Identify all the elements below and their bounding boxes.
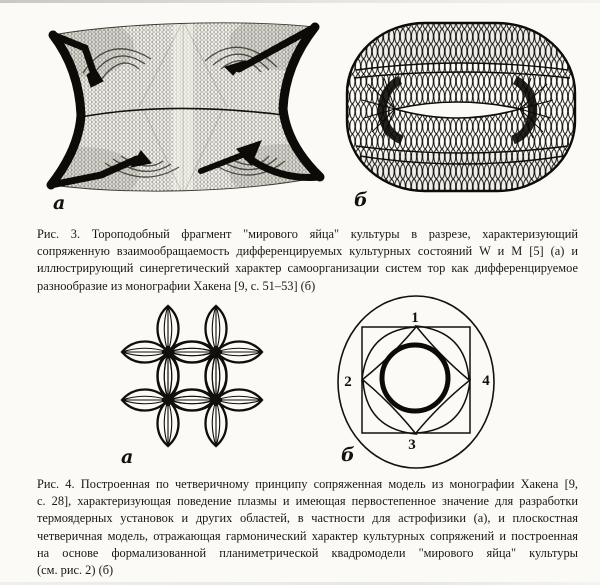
figure3-panel-b-label: б: [354, 189, 368, 211]
figure4-caption: [37, 476, 578, 579]
quadrant-number-right: 4: [482, 373, 490, 389]
caption-line: термоядерных установок и других областей, в частности для астрофизики (а), и плоскостная: [37, 511, 578, 526]
caption-line: сопряженную взаимообращаемость дифференцируемых культурных состояний W и М [5] (а) и: [37, 244, 578, 259]
caption-line: (см. рис. 2) (б): [37, 563, 114, 578]
figure3-caption: [37, 226, 578, 295]
caption-line: Рис. 4. Построенная по четверичному принципу сопряженная модель из монографии Хакена [9,: [37, 477, 578, 491]
quadrant-petals: [362, 326, 470, 434]
torus-mesh: [344, 14, 580, 200]
figure3-panel-a-label: а: [53, 192, 66, 214]
figure4-panel-b-label: б: [341, 444, 355, 466]
bold-center-circle: [382, 345, 448, 411]
caption-line: с. 28], характеризующая поведение плазмы и имеющая первостепенное значение для разработки: [37, 494, 578, 509]
quadrant-number-top: 1: [411, 310, 419, 326]
figure4-panel-b-quad-circle-diagram: [330, 294, 526, 474]
figure3-panel-a-toroid-fragment-drawing: [39, 17, 325, 199]
caption-line: на основе формализованной планиметрической квадромодели "мирового яйца" культуры: [37, 545, 578, 560]
caption-line: разнообразие из монографии Хакена [9, с. 51–53] (б): [37, 278, 316, 293]
caption-line: иллюстрирующий синергетический характер самоорганизации систем тор как дифференцируемое: [37, 261, 578, 276]
scan-edge-artifact-top: [0, 0, 600, 3]
flower-grid: [122, 306, 262, 446]
caption-line: четверичная модель, отражающая гармонический характер культурных сопряжений и построенная: [37, 528, 578, 543]
caption-line: Рис. 3. Тороподобный фрагмент "мирового яйца" культуры в разрезе, характеризующий: [37, 227, 578, 241]
quadrant-number-left: 2: [344, 374, 352, 390]
figure4-panel-a-label: а: [121, 446, 134, 468]
quadrant-number-bottom: 3: [408, 437, 416, 453]
figure4-panel-a-flower-lattice-drawing: [106, 296, 274, 458]
figure3-panel-b-torus-drawing: [344, 14, 580, 200]
